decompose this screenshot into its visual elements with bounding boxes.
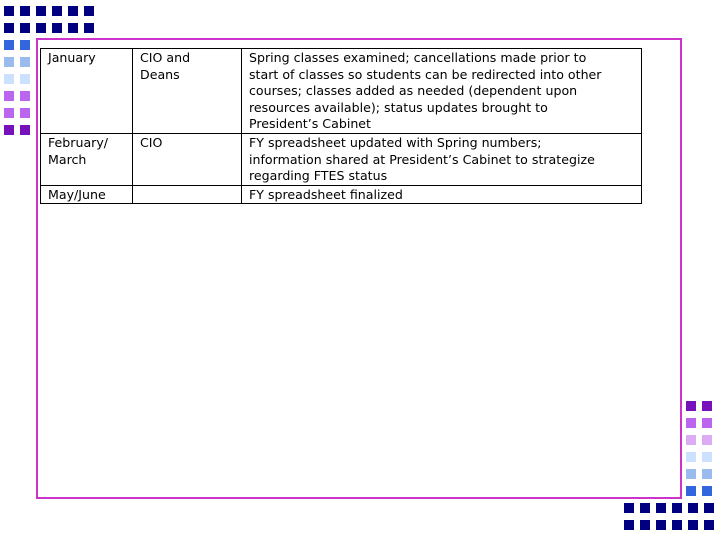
- decorative-square: [20, 6, 30, 16]
- decorative-square: [52, 23, 62, 33]
- decorative-square: [20, 23, 30, 33]
- decorative-square: [36, 6, 46, 16]
- decorative-square: [704, 520, 714, 530]
- decorative-square: [4, 6, 14, 16]
- decorative-square: [20, 74, 30, 84]
- schedule-table: [40, 48, 642, 204]
- decorative-square: [686, 418, 696, 428]
- decorative-square: [640, 520, 650, 530]
- decorative-square: [656, 520, 666, 530]
- decorative-square: [20, 40, 30, 50]
- table-row: [41, 185, 642, 204]
- decorative-square: [624, 520, 634, 530]
- decorative-square: [4, 125, 14, 135]
- table-row: [41, 49, 642, 134]
- decorative-square: [68, 6, 78, 16]
- decorative-square: [20, 57, 30, 67]
- decorative-square: [4, 91, 14, 101]
- activity-cell: Spring classes examined; cancellations made prior to start of classes so students can be redirected into other courses; classes added as needed (dependent upon resources available); status updates brought to President’s Cabinet: [242, 49, 642, 134]
- period-cell: May/June: [41, 185, 133, 204]
- decorative-square: [84, 23, 94, 33]
- decorative-square: [702, 418, 712, 428]
- responsible-cell: [133, 185, 242, 204]
- decorative-square: [686, 486, 696, 496]
- decorative-square: [702, 486, 712, 496]
- decorative-square: [688, 503, 698, 513]
- decorative-square: [84, 6, 94, 16]
- decorative-square: [704, 503, 714, 513]
- activity-cell: FY spreadsheet updated with Spring numbers; information shared at President’s Cabinet to strategize regarding FTES status: [242, 133, 642, 185]
- table-row: [41, 133, 642, 185]
- decorative-square: [672, 520, 682, 530]
- decorative-square: [20, 108, 30, 118]
- decorative-square: [20, 91, 30, 101]
- decorative-square: [4, 74, 14, 84]
- decorative-square: [4, 23, 14, 33]
- decorative-square: [656, 503, 666, 513]
- decorative-square: [624, 503, 634, 513]
- decorative-square: [702, 401, 712, 411]
- decorative-square: [672, 503, 682, 513]
- decorative-square: [4, 40, 14, 50]
- decorative-square: [640, 503, 650, 513]
- period-cell: January: [41, 49, 133, 134]
- decorative-square: [688, 520, 698, 530]
- decorative-square: [68, 23, 78, 33]
- decorative-square: [702, 469, 712, 479]
- period-cell: February/ March: [41, 133, 133, 185]
- decorative-square: [686, 452, 696, 462]
- decorative-square: [4, 57, 14, 67]
- decorative-square: [36, 23, 46, 33]
- decorative-square: [686, 469, 696, 479]
- decorative-square: [702, 435, 712, 445]
- decorative-square: [702, 452, 712, 462]
- responsible-cell: CIO: [133, 133, 242, 185]
- decorative-square: [686, 435, 696, 445]
- activity-cell: FY spreadsheet finalized: [242, 185, 642, 204]
- decorative-square: [20, 125, 30, 135]
- decorative-square: [4, 108, 14, 118]
- decorative-square: [52, 6, 62, 16]
- decorative-square: [686, 401, 696, 411]
- responsible-cell: CIO and Deans: [133, 49, 242, 134]
